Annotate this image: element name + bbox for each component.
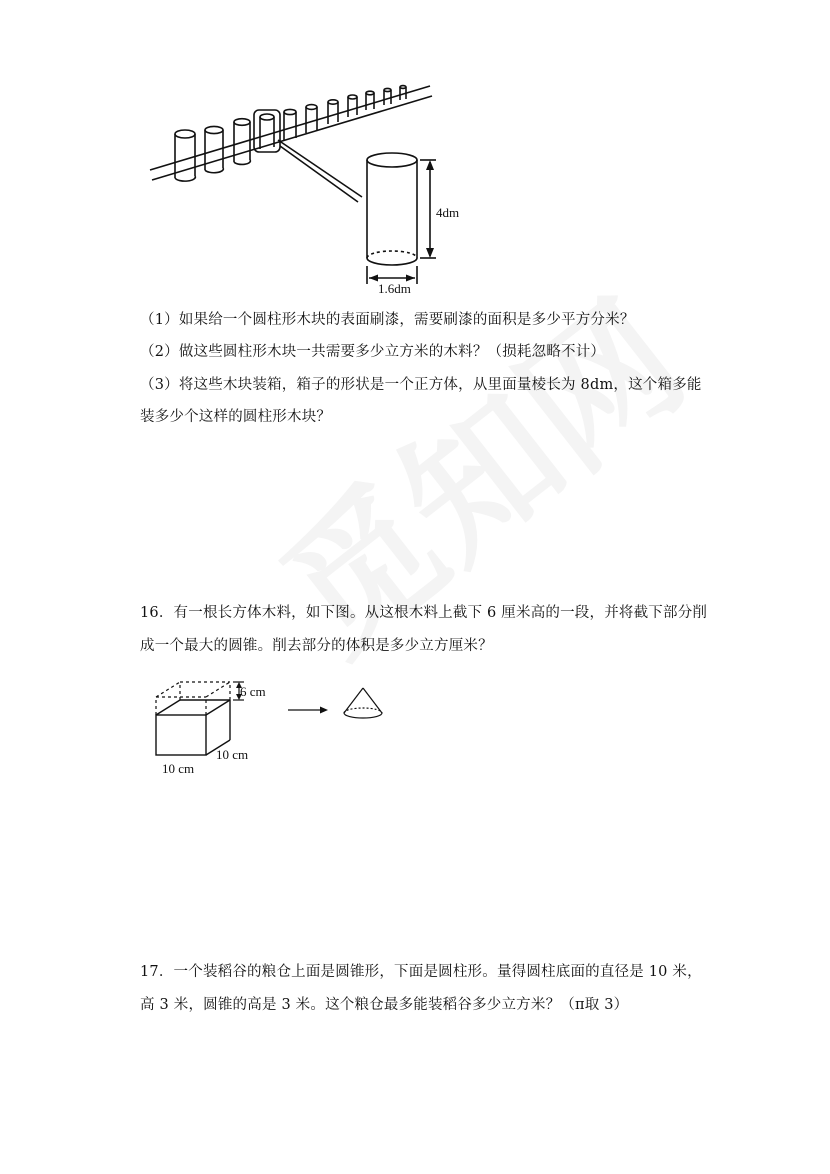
q15-part3-line2: 装多少个这样的圆柱形木块？ [140, 409, 332, 425]
q15-part1: （1）如果给一个圆柱形木块的表面刷漆，需要刷漆的面积是多少平方分米？ [140, 312, 635, 328]
q15-part2: （2）做这些圆柱形木块一共需要多少立方米的木料？（损耗忽略不计） [140, 344, 606, 360]
q15-part3-line1: （3）将这些木块装箱，箱子的形状是一个正方体，从里面量棱长为 8dm，这个箱多能 [140, 377, 702, 393]
width-label: 10 cm [162, 761, 195, 776]
cut-height-label: 6 cm [240, 684, 266, 699]
q16-line2: 成一个最大的圆锥。削去部分的体积是多少立方厘米？ [140, 638, 493, 654]
q17-line1: 17．一个装稻谷的粮仓上面是圆锥形，下面是圆柱形。量得圆柱底面的直径是 10 米， [140, 964, 702, 980]
cuboid-cone-figure [140, 670, 420, 785]
height-label: 4dm [436, 205, 460, 220]
depth-label: 10 cm [216, 747, 249, 762]
cylinder-fence-figure [0, 0, 830, 300]
q16-line1: 16．有一根长方体木料，如下图。从这根木料上截下 6 厘米高的一段，并将截下部分削 [140, 605, 708, 621]
diameter-label: 1.6dm [378, 281, 411, 296]
q17-line2: 高 3 米，圆锥的高是 3 米。这个粮仓最多能装稻谷多少立方米？（π取 3） [140, 997, 629, 1013]
